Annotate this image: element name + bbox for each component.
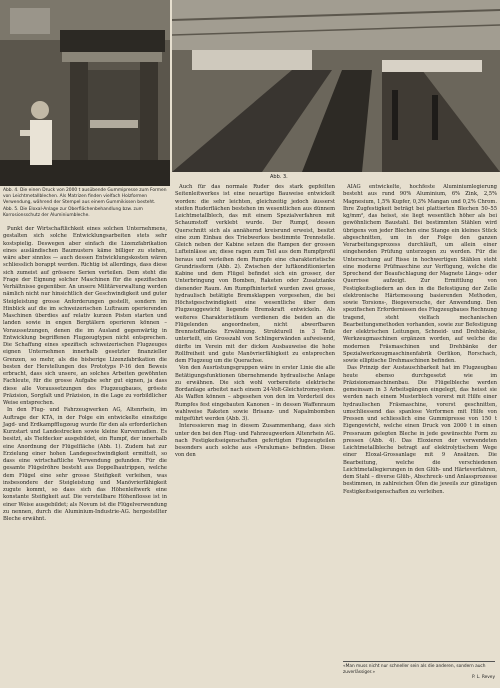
eloxal-illustration (172, 0, 500, 172)
eloxal-photo (172, 0, 500, 172)
paragraph: In den Flug- und Fahrzeugwerken AG, Altenrhein, im Auftrage der KTA, in der Folge ein entwickelte einsitzige Jagd- und Erdkampfflugzeug wurde für den als erforderlichen Kurzstart und Landestrecken sowie kleine Kurvenradien. Es besitzt, als Tiefdecker ausgebildet, ein Rumpf, der innerhalb eine Anordnung der Flügelfläche (Abb. 1). Zudem hat zur Erzielung einer hohen Landegeschwindigkeit ermittelt, so dass eine wirtschaftliche Verwendung gefunden. Für die gesamte Flügelröhre besteht aus Doppelhautrippen, welche dem Flügel eine sehr grosse Steifigkeit verleihen, was insbesondere der Steigleistung und Manövrierfähigkeit zugute kommt, so dass sich das Höhenleitwerk eine konstante Steifigkeit auf. Die verstellbare Höhenflosse ist in einer Weise ausgebildet; als Novum ist die Flügelverwendung zu nennen, durch die Aluminium-Industrie-AG. hergestellter Bleche erwähnt. (3, 407, 167, 522)
figure-caption-abb3: Abb. 3. (270, 174, 288, 180)
quote-text: «Man muss nicht nur schneller sein als die anderen, sondern auch zuverlässiger.» (343, 664, 486, 675)
article-column-right (343, 184, 497, 496)
article-column-left (3, 226, 167, 523)
paragraph: Das Prinzip der Austauschbarkeit hat im Flugzeugbau heute ebenso durchgesetzt wie im Präzisionsmaschinenbau. Die Flügelbleche werden gemeinsam in 3 Arbeitsgängen eingelegt, das heisst sie werden nach einem Musterblech vorerst mit Hilfe einer hydraulischen Fräsmaschine, vorerst geschnitten, umschliessend das spanlose Verformen mit Hilfe von Pressen und schliesslich eine Gummipresse von 150 t Eigengewicht, welche einen Druck von 2000 t in einen Pressraum gelegten Bleche in jede gewünschte Form zu pressen (Abb. 4). Das Eloxieren der verwendeten Leichtmetallbleche betragt auf elektrolytischem Wege einer Eloxal-Grossanlage mit 9 Ansätzen. Die Bearbeitung, welche die verschiedenen Leichtmetallegierungen in den Glüh- und Härteverfahren, dem Stahl – diverse Glüh-, Abschreck- und Anlassprozesse bestimmen, in zahlreichen Öfen die jeweils zur günstigen Festigkeitseigenschaften zu verleihen. (343, 365, 497, 495)
press-illustration (0, 0, 170, 186)
photo-captions (3, 188, 169, 220)
quote-author: P. L. Revey (472, 675, 495, 681)
paragraph: Interessieren mag in diesem Zusammenhang, dass sich unter den bei den Flug- und Fahrzeugwerken Altenrhein AG. nach Festigkeitseigenschaften gefertigten Flugzeugteilen besonders auch solche aus «Peraluman» befinden. Diese von den (175, 423, 336, 459)
footnote-divider (343, 661, 495, 662)
paragraph: Auch für das normale Ruder des stark gepfeilten Seitenleitwerkes ist eine neuartige Bauweise entwickelt worden: die sehr leichten, gleichzeitig jedoch äusserst steifen Ruderflächen bestehen im wesentlichen aus dünnem Leichtmetallblech, das mit einem Spezialverfahren mit Schaumstoff verklebt wurde. Der Rumpf, dessen Querschnitt sich als annähernd kreisrund erweist, besitzt eine zum Einbau des Triebwerkes bestimmte Trennstelle. Gleich neben der Kabine setzen die Rampen der grossen Lufteinlässe an; diese ragen zum Teil aus dem Rumpfprofil heraus und verleihen dem Rumpfe eine charakteristische Grundrissform (Abb. 2). Zwischen der luftkonditionierten Kabine und dem Flügel befindet sich ein grosser, der Unterbringung von Bomben, Raketen oder Zusatztanks dienender Raum. Am Rumpfhinterteil wurden zwei grosse, hydraulisch betätigte Bremsklappen vorgesehen, die bei Höchstgeschwindigkeit eine wesentliche über dem Flugzeuggewicht liegende Bremskraft entwickeln. Als weiteres Charakteristikum verdienen die beiden an die Flügelenden angeordneten, nicht abwerfbaren Brennstofftanks Erwähnung. Strukturell in 3 Teile unterteilt, ein Grosszahl von Schlingerwänden aufweisend, dürfte im Verein mit der dicken Ausbauweise die hohe Rollfreiheit und gute Manövrierfähigkeit zu entsprechen dem Flugzeug um die Querachse. (175, 184, 335, 364)
caption-abb4: Abb. 4. Die einen Druck von 2000 t ausübende Gummipresse zum Formen von Leichtmetallblechen. Als Matrizen finden vielfach Holzformen Verwendung, während der Stempel aus einem Gummikissen besteht. (3, 188, 167, 205)
press-photo (0, 0, 170, 186)
article-column-middle (175, 184, 335, 460)
quote-footnote (343, 664, 495, 681)
caption-abb5: Abb. 5. Die Eloxal-Anlage zur Oberflächenbehandlung bzw. zum Korrosionsschutz der Aluminiumbleche. (3, 207, 143, 218)
paragraph: AIAG entwickelte, hochfeste Aluminiumlegierung besteht aus rund 90% Aluminium, 6% Zink, 2,5% Magnesium, 1,5% Kupfer, 0,3% Mangan und 0,2% Chrom. Ihre Zugfestigkeit beträgt bei plattierten Blechen 50–55 kg/mm², das heisst, sie liegt wesentlich höher als bei gewöhnlichem Baustahl. Bei bestimmten Stählen wird übrigens von jeder Blechen eine Stange ein kleines Stück abgeschnitten, um in der Folge den ganzen Verarbeitungsprozess durchläuft, um allein einer eingehenden Prüfung unterzogen zu werden. Für die Untersuchung auf Risse in hochwertigen Stählen steht eine moderne Prüfmaschine zur Verfügung, welche die Sprechend der Beaufschlagung der Magnete Längs- oder Querrisse aufzeigt. Zur Ermittlung von Festigkeitsgliedern an den in die Befestigung der Zelle elektronische Härtemessung basierenden Methoden, sowie Torsions-, Biegeversuche, der Anwendung. Den spezifischen Erfordernissen des Flugzeugbaues Rechnung tragend, steht vielfach mechanischen Bearbeitungsmethoden vorhanden, sowie zur Befestigung der elektrischen Leitungen, Schneid- und Drehbänke, Werkzeugmaschinen ergänzen worden, auf welche die modernen Fräsmaschinen und Drehbänke der Spezialwerkzeugmaschinenfabrik Oerlikon, Rorschach, sowie elliptische Drehmaschinen befinden. (343, 184, 497, 364)
paragraph: Punkt der Wirtschaftlichkeit eines solchen Unternehmens, gestalten sich solche Entwicklungsarbeiten stets sehr kostspielig. Deswegen aber einfach die Lizenzfabrikation eines ausländischen Baumusters käme billiger zu stehen, wäre aber sinnlos — auch dessen Entwicklungskosten wären schliesslich borappt werden. Richtig ist allerdings, dass diese sich zumeist auf grössere Serien verteilen. Dem steht die Frage der Eignung solcher Maschinen für die spezifischen Verhältnisse gegenüber. An unsere Militärverwaltung werden nämlich nicht nur hinsichtlich der Geschwindigkeit und guter Steigleistung grosse Anforderungen gestellt, sondern im Hinblick auf die im schweizerischen Luftraum operierenden Maschinen überdies auf relativ kurzen Pisten starten und landen sowie in engen Bergtälern operieren können – Voraussetzungen, denen die im Ausland gegenwärtig in Entwicklung begriffenen Flugzeugtypen nicht entsprechen. Die Schaffung eines spezifisch schweizerischen Flugzeuges eignen Unternehmen innerhalb gesetzter finanzieller Grenzen, so mehr, als die bisherige Lizenzfabrikation die besten der Herstellungen des Prototyps P-16 den Beweis erbracht, dass sich unsere, an solches Arbeiten gewöhnten Fachleute, für die grosse Aufgabe sehr gut eignen, ja dass diese alle Voraussetzungen des Flugzeugbaues, grösste Präzision, Sorgfalt und Präzision, in die Lage zu vorbildlicher Weise entsprechen. (3, 226, 167, 406)
paragraph: Von den Ausrüstungsgruppen wäre in erster Linie die alle Betätigungsfunktionen übernehmende hydraulische Anlage zu erwähnen. Die sich wohl vorbereitete elektrische Bordanlage arbeitet nach einem 24-Volt-Gleichstromsystem. Als Waffen können – abgesehen von den im Vorderteil des Rumpfes fest eingebauten Kanonen – in dessen Waffenraum wahlweise Raketen sowie Brisanz- und Napalmbomben mitgeführt werden (Abb. 3). (175, 365, 335, 422)
